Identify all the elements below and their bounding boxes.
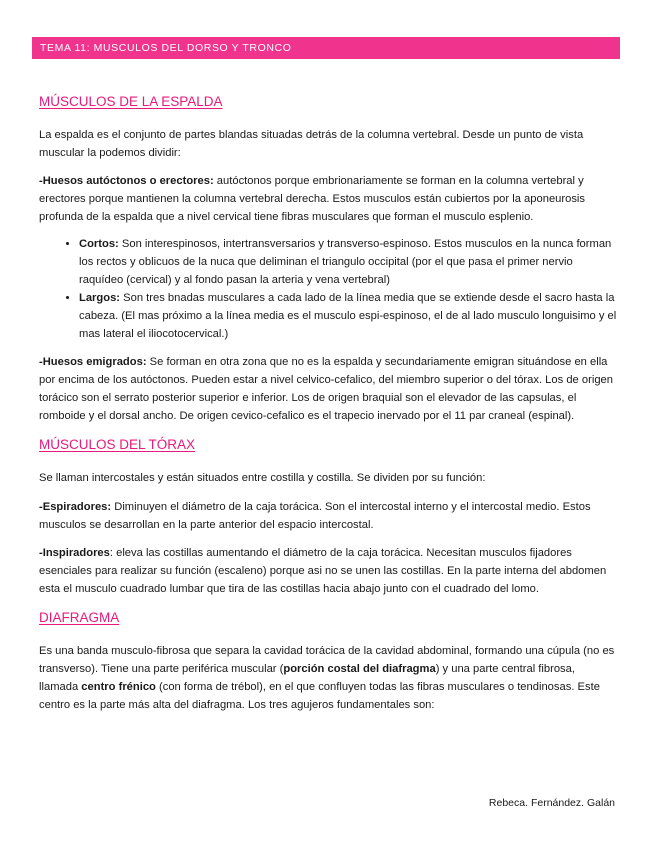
largos-text: Son tres bnadas musculares a cada lado de la línea media que se extiende desde el sacro hasta la cabeza. (El mas próximo a la línea media es el musculo espi-espinoso, el de al lado musculo longuisimo y el mas lateral el iliocotocervical.) xyxy=(79,292,617,340)
inspiradores-text: : eleva las costillas aumentando el diámetro de la caja torácica. Necesitan musculos fijadores esenciales para realizar su función (escaleno) porque asi no se unen las costillas. En la parte interna del abdomen esta el musculo cuadrado lumbar que tira de las costillas hacia abajo junto con el cuadrado del lomo. xyxy=(39,547,607,595)
emigrados-label: -Huesos emigrados: xyxy=(39,356,147,368)
heading-diafragma: DIAFRAGMA xyxy=(39,610,120,625)
porcion-costal-bold: porción costal del diafragma xyxy=(283,663,436,675)
torax-espiradores xyxy=(39,498,617,534)
diafragma-text-2: ) y una parte central fibrosa, llamada xyxy=(39,663,575,693)
espalda-emigrados xyxy=(39,353,617,425)
page-title: TEMA 11: MUSCULOS DEL DORSO Y TRONCO xyxy=(40,42,292,54)
autoctonos-label: -Huesos autóctonos o erectores: xyxy=(39,175,214,187)
torax-intro: Se llaman intercostales y están situados entre costilla y costilla. Se dividen por su función: xyxy=(39,472,486,484)
document-body xyxy=(39,92,617,714)
autoctonos-list xyxy=(39,235,617,343)
cortos-text: Son interespinosos, intertransversarios y transverso-espinoso. Estos musculos en la nunca forman los rectos y oblicuos de la nuca que deliminan el triangulo occipital (por el que pasa el primer nervio raquídeo (cervical) y al fondo pasan la arteria y vena vertebral) xyxy=(79,238,612,286)
autoctonos-text: autóctonos porque embrionariamente se forman en la columna vertebral y erectores porque mantienen la columna vertebral derecha. Estos musculos están cubiertos por la aponeurosis profunda de la espalda que a nivel cervical tiene fibras musculares que forman el musculo esplenio. xyxy=(39,175,586,223)
header-bar xyxy=(32,37,620,59)
emigrados-text: Se forman en otra zona que no es la espalda y secundariamente emigran situándose en ella por encima de los autóctonos. Pueden estar a nivel celvico-cefalico, del miembro superior o del tórax. Los de origen torácico son el serrato posterior superior e inferior. Los de origen braquial son el elevador de las capsulas, el romboide y el dorsal ancho. De origen cevico-cefalico es el trapecio inervado por el 11 par craneal (espinal). xyxy=(39,356,613,422)
list-item-largos xyxy=(79,289,617,343)
espalda-autoctonos xyxy=(39,172,617,226)
espiradores-label: -Espiradores: xyxy=(39,501,112,513)
espalda-intro: La espalda es el conjunto de partes blandas situadas detrás de la columna vertebral. Desde un punto de vista muscular la podemos dividir: xyxy=(39,129,584,159)
footer-author: Rebeca. Fernández. Galán xyxy=(488,797,615,809)
torax-inspiradores xyxy=(39,544,617,598)
diafragma-text-3: (con forma de trébol), en el que confluyen todas las fibras musculares o tendinosas. Este centro es la parte más alta del diafragma. Los tres agujeros fundamentales son: xyxy=(39,681,600,711)
inspiradores-label: -Inspiradores xyxy=(39,547,110,559)
centro-frenico-bold: centro frénico xyxy=(81,681,156,693)
cortos-label: Cortos: xyxy=(79,238,119,250)
list-item-cortos xyxy=(79,235,617,289)
heading-espalda: MÚSCULOS DE LA ESPALDA xyxy=(39,94,223,109)
espiradores-text: Diminuyen el diámetro de la caja torácica. Son el intercostal interno y el intercostal medio. Estos musculos se desarrollan en la parte anterior del espacio intercostal. xyxy=(39,501,591,531)
largos-label: Largos: xyxy=(79,292,121,304)
heading-torax: MÚSCULOS DEL TÓRAX xyxy=(39,437,196,452)
diafragma-text-1: Es una banda musculo-fibrosa que separa la cavidad torácica de la cavidad abdominal, formando una cúpula (no es transverso). Tiene una parte periférica muscular ( xyxy=(39,645,615,675)
diafragma-paragraph xyxy=(39,642,617,714)
